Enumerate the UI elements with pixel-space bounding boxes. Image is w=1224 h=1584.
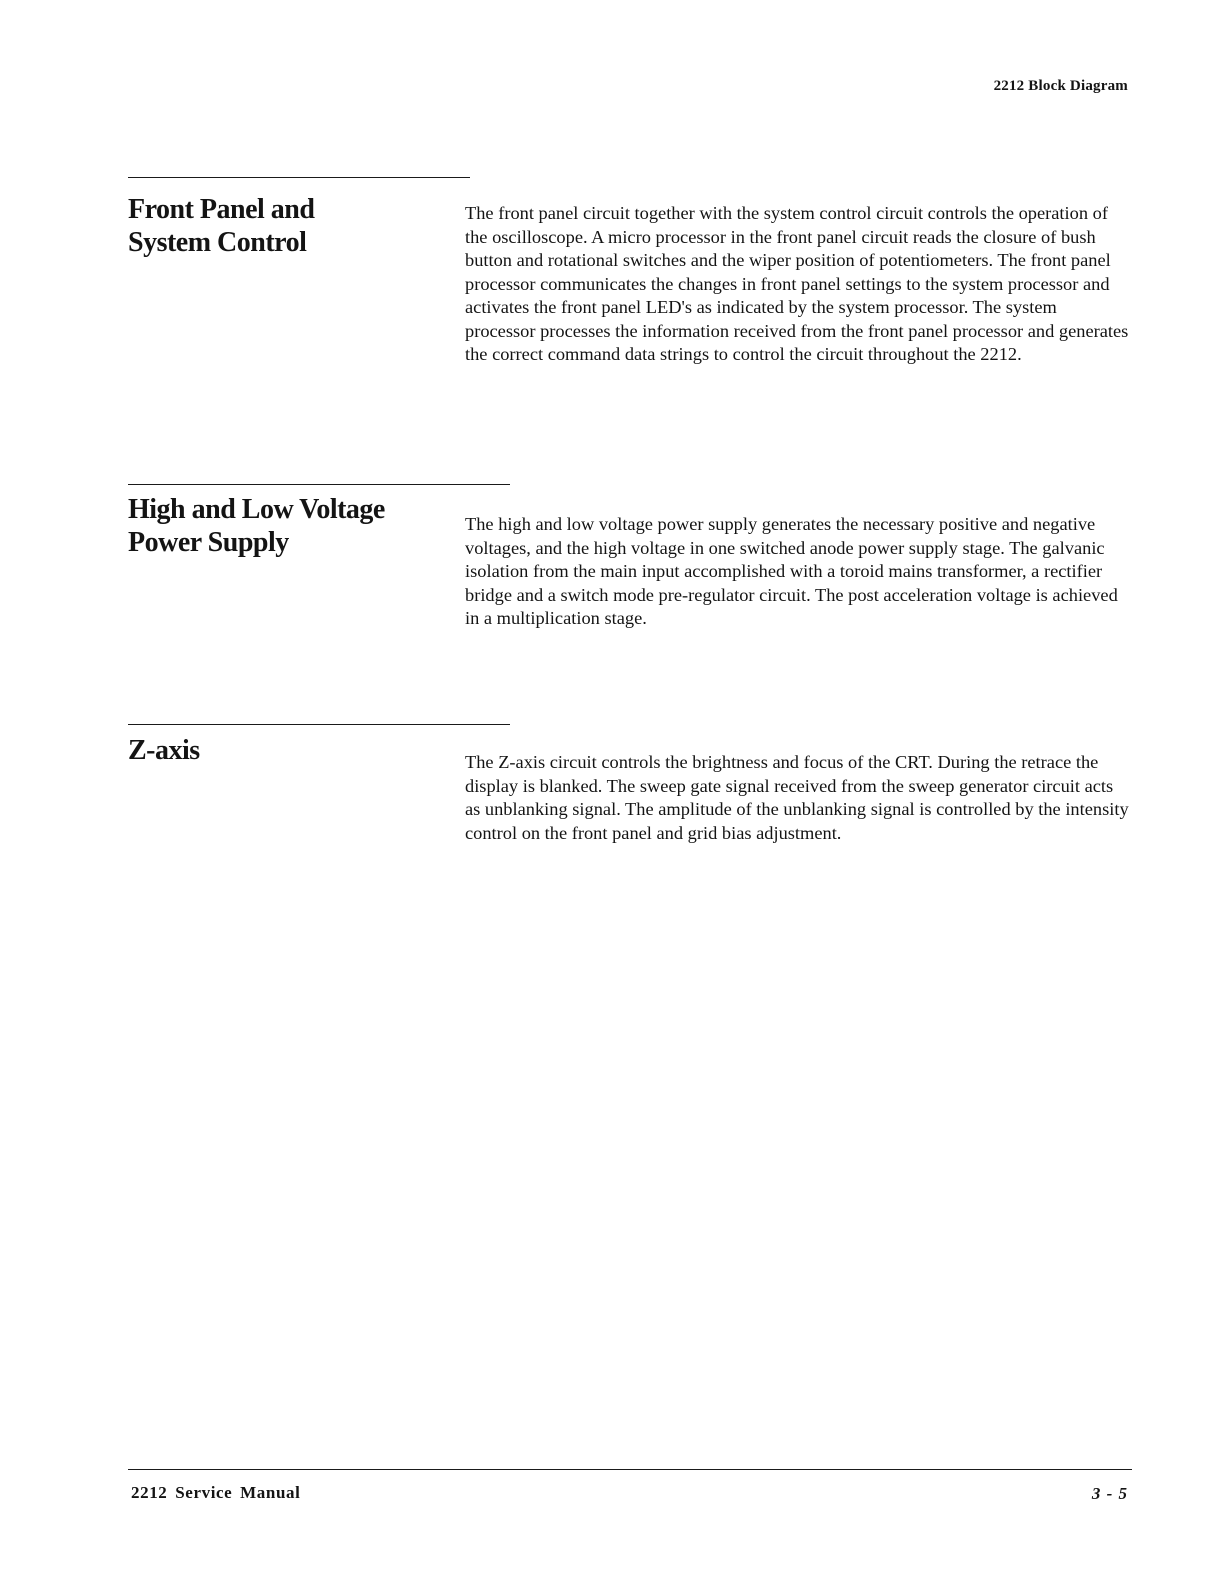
running-header: 2212 Block Diagram	[993, 78, 1128, 94]
section-heading: Z-axis	[128, 735, 200, 766]
section-divider	[128, 177, 470, 178]
section-body: The Z-axis circuit controls the brightness and focus of the CRT. During the retrace the display is blanked. The sweep gate signal received from the sweep generator circuit acts as unblanking signal. The amplitude of the unblanking signal is controlled by the intensity control on the front panel and grid bias adjustment.	[465, 752, 1129, 843]
section-body: The high and low voltage power supply generates the necessary positive and negative voltages, and the high voltage in one switched anode power supply stage. The galvanic isolation from the main input accomplished with a toroid mains transformer, a rectifier bridge and a switch mode pre-regulator circuit. The post acceleration voltage is achieved in a multiplication stage.	[465, 514, 1118, 628]
section-heading: High and Low Voltage Power Supply	[128, 494, 385, 558]
footer-manual-title: 2212 Service Manual	[131, 1483, 301, 1502]
footer-divider	[128, 1469, 1132, 1470]
section-divider	[128, 724, 510, 725]
section-z-axis	[128, 724, 1130, 884]
section-heading: Front Panel and System Control	[128, 194, 315, 258]
section-body: The front panel circuit together with the system control circuit controls the operation of the oscilloscope. A micro processor in the front panel circuit reads the closure of bush button and rotational switches and the wiper position of potentiometers. The front panel processor communicates the changes in front panel settings to the system processor and activates the front panel LED's as indicated by the system processor. The system processor processes the information received from the front panel processor and generates the correct command data strings to control the circuit throughout the 2212.	[465, 203, 1129, 364]
page-number: 3 - 5	[1091, 1484, 1128, 1503]
section-power-supply	[128, 484, 1130, 664]
section-divider	[128, 484, 510, 485]
section-front-panel	[128, 177, 1130, 417]
